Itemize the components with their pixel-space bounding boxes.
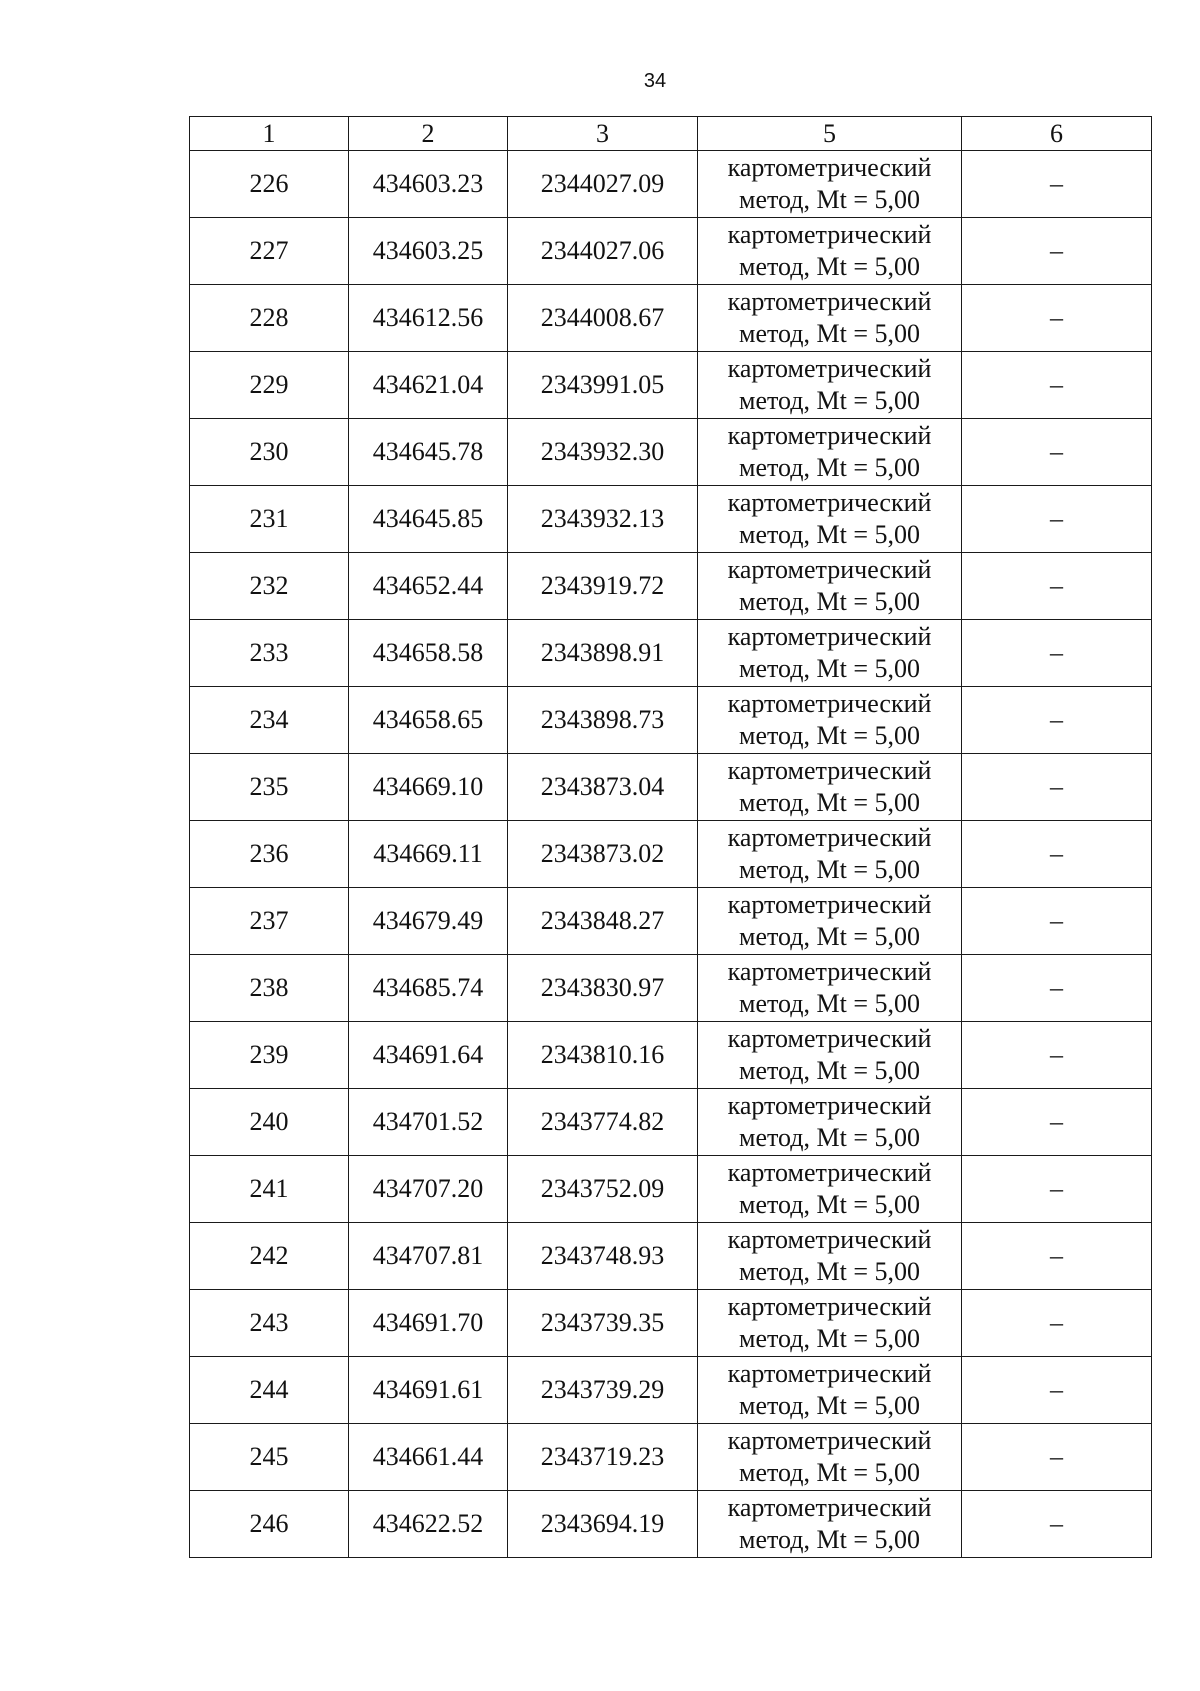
point-number-cell: 226 — [190, 151, 349, 218]
table-row — [190, 151, 1152, 218]
column-6-cell: – — [962, 620, 1152, 687]
column-6-cell: – — [962, 888, 1152, 955]
table-row — [190, 486, 1152, 553]
table-header-row — [190, 117, 1152, 151]
point-number-cell: 234 — [190, 687, 349, 754]
y-coordinate-cell: 2343873.04 — [508, 754, 698, 821]
method-line-1: картометрический — [727, 1426, 932, 1455]
y-coordinate-cell: 2343739.29 — [508, 1357, 698, 1424]
method-line-2: метод, Mt = 5,00 — [739, 989, 920, 1018]
method-line-2: метод, Mt = 5,00 — [739, 788, 920, 817]
method-line-2: метод, Mt = 5,00 — [739, 252, 920, 281]
method-line-2: метод, Mt = 5,00 — [739, 520, 920, 549]
method-line-2: метод, Mt = 5,00 — [739, 1525, 920, 1554]
method-cell — [698, 888, 962, 955]
y-coordinate-cell: 2344008.67 — [508, 285, 698, 352]
y-coordinate-cell: 2343694.19 — [508, 1491, 698, 1558]
method-line-2: метод, Mt = 5,00 — [739, 922, 920, 951]
method-line-2: метод, Mt = 5,00 — [739, 1123, 920, 1152]
method-line-1: картометрический — [727, 1225, 932, 1254]
point-number-cell: 239 — [190, 1022, 349, 1089]
method-line-1: картометрический — [727, 153, 932, 182]
column-6-cell: – — [962, 151, 1152, 218]
method-cell — [698, 285, 962, 352]
method-cell — [698, 620, 962, 687]
y-coordinate-cell: 2343932.30 — [508, 419, 698, 486]
point-number-cell: 243 — [190, 1290, 349, 1357]
point-number-cell: 241 — [190, 1156, 349, 1223]
y-coordinate-cell: 2343748.93 — [508, 1223, 698, 1290]
table-row — [190, 1223, 1152, 1290]
method-line-1: картометрический — [727, 1292, 932, 1321]
column-header-3: 3 — [508, 117, 698, 151]
method-line-1: картометрический — [727, 287, 932, 316]
y-coordinate-cell: 2343991.05 — [508, 352, 698, 419]
y-coordinate-cell: 2343898.91 — [508, 620, 698, 687]
column-6-cell: – — [962, 419, 1152, 486]
method-line-1: картометрический — [727, 220, 932, 249]
method-line-1: картометрический — [727, 957, 932, 986]
table-row — [190, 1089, 1152, 1156]
x-coordinate-cell: 434691.70 — [349, 1290, 508, 1357]
y-coordinate-cell: 2343774.82 — [508, 1089, 698, 1156]
x-coordinate-cell: 434603.25 — [349, 218, 508, 285]
column-6-cell: – — [962, 754, 1152, 821]
point-number-cell: 242 — [190, 1223, 349, 1290]
method-line-1: картометрический — [727, 1493, 932, 1522]
column-6-cell: – — [962, 352, 1152, 419]
point-number-cell: 229 — [190, 352, 349, 419]
point-number-cell: 230 — [190, 419, 349, 486]
table-row — [190, 218, 1152, 285]
coordinates-table — [189, 116, 1152, 1558]
table-row — [190, 1424, 1152, 1491]
method-cell — [698, 1290, 962, 1357]
method-cell — [698, 1156, 962, 1223]
y-coordinate-cell: 2343873.02 — [508, 821, 698, 888]
method-line-1: картометрический — [727, 555, 932, 584]
method-line-2: метод, Mt = 5,00 — [739, 1391, 920, 1420]
method-line-1: картометрический — [727, 421, 932, 450]
method-line-1: картометрический — [727, 1158, 932, 1187]
column-6-cell: – — [962, 687, 1152, 754]
point-number-cell: 227 — [190, 218, 349, 285]
method-cell — [698, 419, 962, 486]
method-line-2: метод, Mt = 5,00 — [739, 1257, 920, 1286]
method-line-2: метод, Mt = 5,00 — [739, 453, 920, 482]
method-line-2: метод, Mt = 5,00 — [739, 1324, 920, 1353]
method-line-2: метод, Mt = 5,00 — [739, 855, 920, 884]
method-line-1: картометрический — [727, 1024, 932, 1053]
y-coordinate-cell: 2343898.73 — [508, 687, 698, 754]
table-row — [190, 1491, 1152, 1558]
point-number-cell: 235 — [190, 754, 349, 821]
point-number-cell: 244 — [190, 1357, 349, 1424]
table-row — [190, 1156, 1152, 1223]
method-line-2: метод, Mt = 5,00 — [739, 319, 920, 348]
x-coordinate-cell: 434622.52 — [349, 1491, 508, 1558]
x-coordinate-cell: 434621.04 — [349, 352, 508, 419]
column-6-cell: – — [962, 1290, 1152, 1357]
point-number-cell: 228 — [190, 285, 349, 352]
x-coordinate-cell: 434603.23 — [349, 151, 508, 218]
x-coordinate-cell: 434691.61 — [349, 1357, 508, 1424]
method-cell — [698, 151, 962, 218]
table-row — [190, 553, 1152, 620]
y-coordinate-cell: 2344027.09 — [508, 151, 698, 218]
method-cell — [698, 1223, 962, 1290]
column-6-cell: – — [962, 218, 1152, 285]
x-coordinate-cell: 434669.10 — [349, 754, 508, 821]
column-6-cell: – — [962, 486, 1152, 553]
column-6-cell: – — [962, 955, 1152, 1022]
x-coordinate-cell: 434612.56 — [349, 285, 508, 352]
x-coordinate-cell: 434652.44 — [349, 553, 508, 620]
column-6-cell: – — [962, 285, 1152, 352]
method-line-1: картометрический — [727, 756, 932, 785]
x-coordinate-cell: 434658.65 — [349, 687, 508, 754]
point-number-cell: 236 — [190, 821, 349, 888]
x-coordinate-cell: 434645.85 — [349, 486, 508, 553]
point-number-cell: 240 — [190, 1089, 349, 1156]
table-row — [190, 620, 1152, 687]
column-header-1: 1 — [190, 117, 349, 151]
y-coordinate-cell: 2343719.23 — [508, 1424, 698, 1491]
column-6-cell: – — [962, 1424, 1152, 1491]
method-cell — [698, 1491, 962, 1558]
y-coordinate-cell: 2343830.97 — [508, 955, 698, 1022]
x-coordinate-cell: 434701.52 — [349, 1089, 508, 1156]
method-line-2: метод, Mt = 5,00 — [739, 386, 920, 415]
point-number-cell: 232 — [190, 553, 349, 620]
method-cell — [698, 553, 962, 620]
x-coordinate-cell: 434661.44 — [349, 1424, 508, 1491]
method-line-1: картометрический — [727, 354, 932, 383]
method-line-2: метод, Mt = 5,00 — [739, 587, 920, 616]
x-coordinate-cell: 434707.20 — [349, 1156, 508, 1223]
column-6-cell: – — [962, 1156, 1152, 1223]
x-coordinate-cell: 434707.81 — [349, 1223, 508, 1290]
table-row — [190, 687, 1152, 754]
method-line-2: метод, Mt = 5,00 — [739, 1190, 920, 1219]
x-coordinate-cell: 434691.64 — [349, 1022, 508, 1089]
x-coordinate-cell: 434679.49 — [349, 888, 508, 955]
method-line-1: картометрический — [727, 622, 932, 651]
method-line-1: картометрический — [727, 890, 932, 919]
method-line-2: метод, Mt = 5,00 — [739, 1458, 920, 1487]
table-row — [190, 419, 1152, 486]
y-coordinate-cell: 2344027.06 — [508, 218, 698, 285]
column-6-cell: – — [962, 821, 1152, 888]
column-6-cell: – — [962, 553, 1152, 620]
point-number-cell: 237 — [190, 888, 349, 955]
method-line-1: картометрический — [727, 1359, 932, 1388]
column-header-5: 5 — [698, 117, 962, 151]
column-6-cell: – — [962, 1223, 1152, 1290]
table-row — [190, 1290, 1152, 1357]
table-row — [190, 888, 1152, 955]
x-coordinate-cell: 434669.11 — [349, 821, 508, 888]
method-cell — [698, 687, 962, 754]
method-cell — [698, 1089, 962, 1156]
x-coordinate-cell: 434645.78 — [349, 419, 508, 486]
column-6-cell: – — [962, 1357, 1152, 1424]
method-line-2: метод, Mt = 5,00 — [739, 1056, 920, 1085]
point-number-cell: 231 — [190, 486, 349, 553]
column-6-cell: – — [962, 1089, 1152, 1156]
y-coordinate-cell: 2343739.35 — [508, 1290, 698, 1357]
table-row — [190, 1022, 1152, 1089]
y-coordinate-cell: 2343810.16 — [508, 1022, 698, 1089]
method-cell — [698, 218, 962, 285]
method-cell — [698, 352, 962, 419]
page-number: 34 — [643, 70, 667, 92]
table-row — [190, 285, 1152, 352]
point-number-cell: 246 — [190, 1491, 349, 1558]
column-6-cell: – — [962, 1022, 1152, 1089]
x-coordinate-cell: 434685.74 — [349, 955, 508, 1022]
method-cell — [698, 1424, 962, 1491]
table-row — [190, 352, 1152, 419]
method-cell — [698, 1022, 962, 1089]
column-6-cell: – — [962, 1491, 1152, 1558]
y-coordinate-cell: 2343919.72 — [508, 553, 698, 620]
table-row — [190, 754, 1152, 821]
y-coordinate-cell: 2343848.27 — [508, 888, 698, 955]
method-line-1: картометрический — [727, 823, 932, 852]
method-line-2: метод, Mt = 5,00 — [739, 654, 920, 683]
y-coordinate-cell: 2343932.13 — [508, 486, 698, 553]
point-number-cell: 238 — [190, 955, 349, 1022]
method-line-1: картометрический — [727, 1091, 932, 1120]
table-row — [190, 1357, 1152, 1424]
point-number-cell: 245 — [190, 1424, 349, 1491]
column-header-6: 6 — [962, 117, 1152, 151]
table-row — [190, 821, 1152, 888]
column-header-2: 2 — [349, 117, 508, 151]
table-body — [190, 151, 1152, 1558]
method-cell — [698, 486, 962, 553]
method-line-2: метод, Mt = 5,00 — [739, 185, 920, 214]
method-cell — [698, 754, 962, 821]
method-line-1: картометрический — [727, 488, 932, 517]
method-line-2: метод, Mt = 5,00 — [739, 721, 920, 750]
x-coordinate-cell: 434658.58 — [349, 620, 508, 687]
method-line-1: картометрический — [727, 689, 932, 718]
point-number-cell: 233 — [190, 620, 349, 687]
method-cell — [698, 1357, 962, 1424]
method-cell — [698, 955, 962, 1022]
table-row — [190, 955, 1152, 1022]
y-coordinate-cell: 2343752.09 — [508, 1156, 698, 1223]
method-cell — [698, 821, 962, 888]
